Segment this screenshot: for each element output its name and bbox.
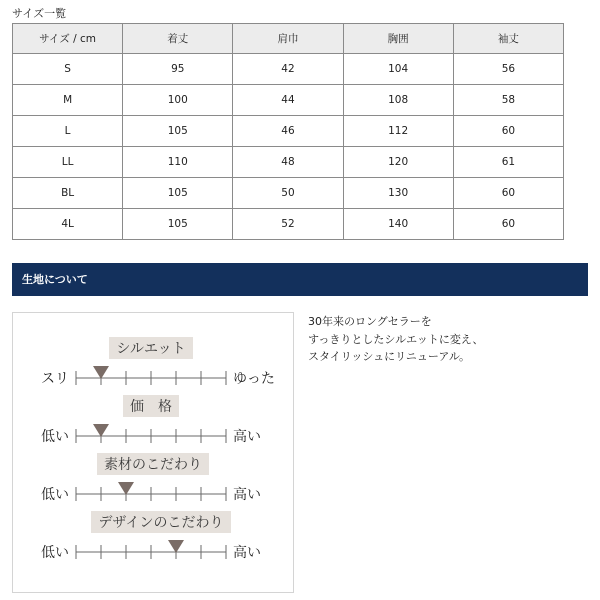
table-row — [13, 209, 564, 240]
table-cell: 105 — [123, 116, 233, 147]
gauge-right-label: ゆった — [233, 371, 275, 387]
description-line: すっきりとしたシルエットに変え、 — [308, 332, 484, 346]
column-header-size: サイズ / cm — [13, 24, 123, 54]
table-cell: 52 — [233, 209, 343, 240]
fabric-description — [308, 313, 568, 366]
table-row — [13, 178, 564, 209]
fabric-section-header — [12, 263, 588, 296]
table-cell: 60 — [453, 178, 563, 209]
table-cell: 130 — [343, 178, 453, 209]
table-cell: L — [13, 116, 123, 147]
table-cell: 58 — [453, 85, 563, 116]
column-header-length: 着丈 — [123, 24, 233, 54]
table-cell: M — [13, 85, 123, 116]
gauge-right-label: 高い — [233, 487, 261, 503]
table-row — [13, 116, 564, 147]
table-cell: LL — [13, 147, 123, 178]
table-row — [13, 54, 564, 85]
table-cell: 61 — [453, 147, 563, 178]
table-cell: 105 — [123, 209, 233, 240]
table-cell: 95 — [123, 54, 233, 85]
table-cell: 120 — [343, 147, 453, 178]
table-cell: 108 — [343, 85, 453, 116]
table-cell: 112 — [343, 116, 453, 147]
table-cell: 4L — [13, 209, 123, 240]
table-row — [13, 147, 564, 178]
table-cell: 60 — [453, 209, 563, 240]
table-cell: 104 — [343, 54, 453, 85]
rating-gauge — [41, 337, 275, 387]
gauge-left-label: スリ — [41, 371, 69, 387]
gauge-label: 素材のこだわり — [104, 457, 202, 473]
table-cell: S — [13, 54, 123, 85]
gauge-marker — [93, 366, 109, 379]
table-cell: 60 — [453, 116, 563, 147]
table-cell: 110 — [123, 147, 233, 178]
rating-gauge — [41, 511, 261, 561]
table-cell: 46 — [233, 116, 343, 147]
column-header-chest: 胸囲 — [343, 24, 453, 54]
table-row — [13, 85, 564, 116]
description-line: スタイリッシュにリニューアル。 — [308, 350, 471, 363]
feature-gauge-chart — [13, 313, 293, 592]
feature-gauge-panel — [12, 312, 294, 593]
table-cell: 50 — [233, 178, 343, 209]
table-cell: BL — [13, 178, 123, 209]
gauge-left-label: 低い — [41, 545, 69, 561]
gauge-label: デザインのこだわり — [98, 515, 224, 531]
gauge-label: シルエット — [116, 341, 186, 357]
gauge-right-label: 高い — [233, 545, 261, 561]
gauge-left-label: 低い — [41, 429, 69, 445]
column-header-shoulder: 肩巾 — [233, 24, 343, 54]
table-cell: 56 — [453, 54, 563, 85]
description-line: 30年来のロングセラーを — [308, 315, 432, 328]
size-list-title: サイズ一覧 — [12, 7, 67, 20]
gauge-left-label: 低い — [41, 487, 69, 503]
size-table — [12, 23, 564, 240]
table-cell: 44 — [233, 85, 343, 116]
gauge-label: 価 格 — [130, 399, 172, 415]
gauge-marker — [93, 424, 109, 437]
rating-gauge — [41, 395, 261, 445]
gauge-right-label: 高い — [233, 429, 261, 445]
table-cell: 140 — [343, 209, 453, 240]
fabric-section-title: 生地について — [22, 273, 88, 286]
table-cell: 100 — [123, 85, 233, 116]
table-cell: 48 — [233, 147, 343, 178]
table-cell: 105 — [123, 178, 233, 209]
gauge-marker — [168, 540, 184, 553]
rating-gauge — [41, 453, 261, 503]
column-header-sleeve: 袖丈 — [453, 24, 563, 54]
table-cell: 42 — [233, 54, 343, 85]
gauge-marker — [118, 482, 134, 495]
table-header-row — [13, 24, 564, 54]
